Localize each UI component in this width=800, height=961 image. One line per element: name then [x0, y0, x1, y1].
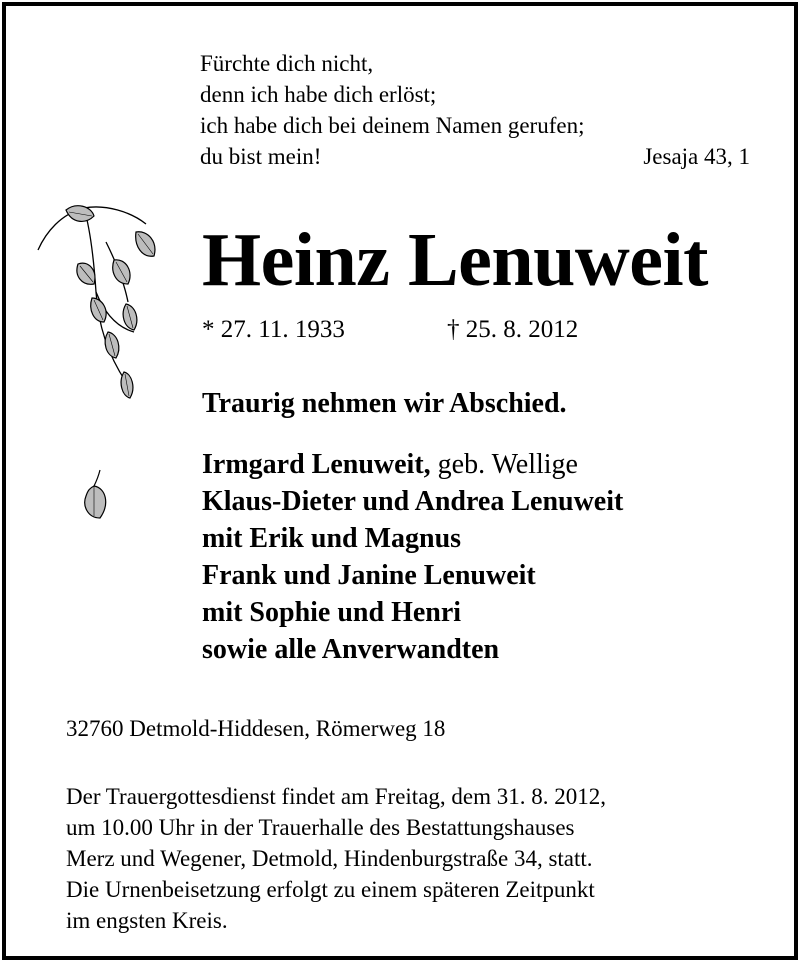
service-line-1: Der Trauergottesdienst findet am Freitag, dem 31. 8. 2012,	[66, 784, 606, 809]
deceased-name: Heinz Lenuweit	[202, 218, 708, 302]
verse-line-3: ich habe dich bei deinem Namen gerufen;	[200, 113, 585, 138]
verse-line-4	[200, 141, 750, 172]
leaf-a	[66, 206, 94, 222]
service-line-3: Merz und Wegener, Detmold, Hindenburgstraße 34, statt.	[66, 846, 593, 871]
family-row-6: sowie alle Anverwandten	[202, 634, 500, 665]
service-line-2: um 10.00 Uhr in der Trauerhalle des Bestattungshauses	[66, 815, 575, 840]
bible-verse	[200, 48, 750, 172]
family-row-5: mit Sophie und Henri	[202, 597, 462, 628]
verse-reference: Jesaja 43, 1	[643, 144, 750, 169]
family-first-name: Irmgard Lenuweit,	[202, 449, 431, 480]
birth-date: * 27. 11. 1933	[202, 316, 345, 343]
birch-branch-illustration	[36, 202, 166, 417]
farewell-heading: Traurig nehmen wir Abschied.	[202, 388, 567, 419]
family-row-2: Klaus-Dieter und Andrea Lenuweit	[202, 486, 624, 517]
death-date: † 25. 8. 2012	[447, 316, 579, 343]
family-row-4: Frank und Janine Lenuweit	[202, 560, 536, 591]
family-row-1	[202, 446, 623, 483]
family-row-3: mit Erik und Magnus	[202, 523, 462, 554]
mourning-address: 32760 Detmold-Hiddesen, Römerweg 18	[66, 716, 446, 741]
verse-line-1: Fürchte dich nicht,	[200, 51, 374, 76]
family-first-suffix: geb. Wellige	[430, 449, 578, 480]
verse-last-text: du bist mein!	[200, 144, 322, 169]
service-line-5: im engsten Kreis.	[66, 908, 228, 933]
falling-leaf-illustration	[80, 468, 110, 524]
branch-twig-1	[84, 208, 126, 382]
life-dates	[202, 315, 579, 345]
family-list	[202, 446, 623, 668]
funeral-service-info	[66, 781, 606, 936]
service-line-4: Die Urnenbeisetzung erfolgt zu einem späteren Zeitpunkt	[66, 877, 595, 902]
verse-line-2: denn ich habe dich erlöst;	[200, 82, 437, 107]
obituary-frame	[2, 2, 798, 960]
